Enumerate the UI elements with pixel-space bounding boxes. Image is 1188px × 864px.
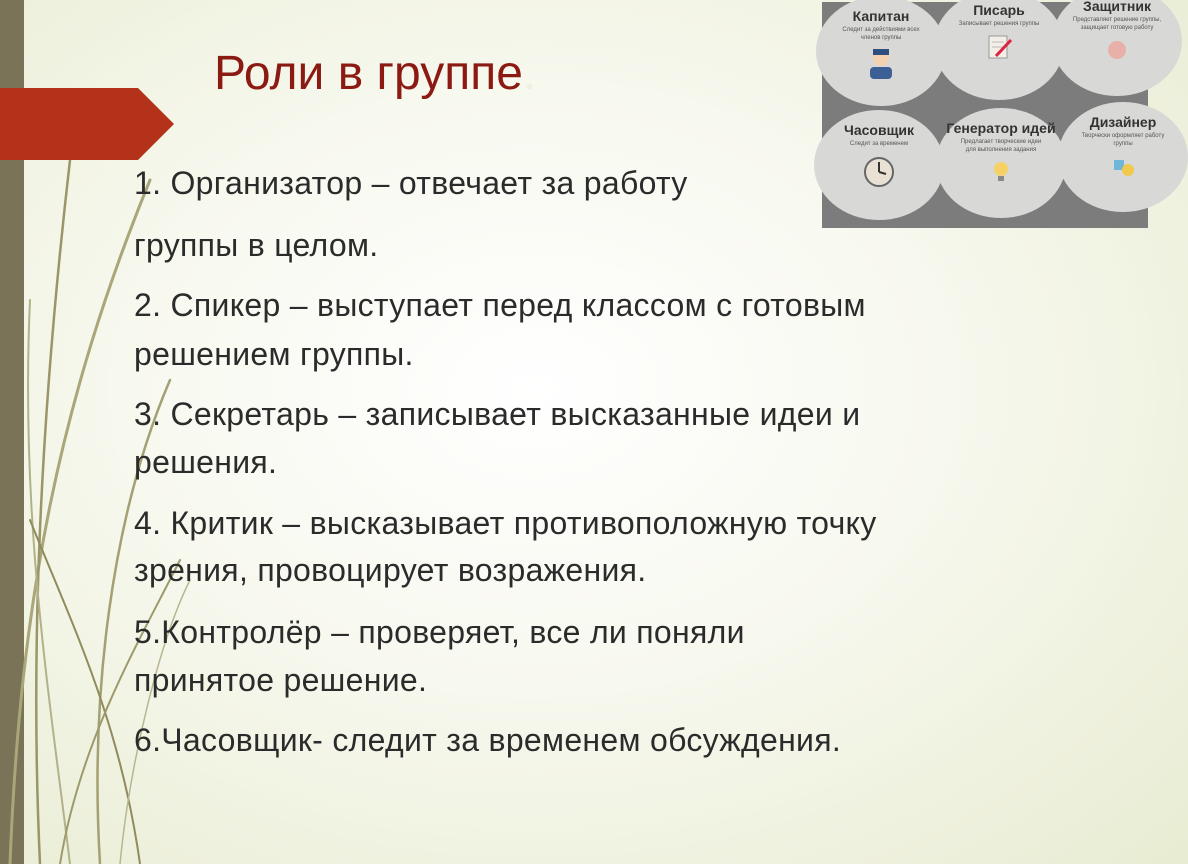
- badge-writer-title: Писарь: [973, 2, 1025, 18]
- captain-icon: [864, 46, 898, 80]
- slide-title: [214, 46, 536, 101]
- role-3-line-1: 3. Секретарь – записывает высказанные идеи и: [134, 396, 861, 432]
- badge-idea-generator-title: Генератор идей: [946, 120, 1056, 136]
- badge-captain-desc: Следит за действиями всех членов группы: [842, 27, 920, 41]
- design-icon: [1108, 152, 1138, 182]
- badge-designer-title: Дизайнер: [1089, 114, 1157, 130]
- badge-clock-desc: Следит за временем: [849, 141, 909, 147]
- slide-title-dot: .: [522, 47, 537, 100]
- defender-icon: [1103, 36, 1131, 64]
- badge-captain: [816, 0, 946, 106]
- slide-title-text: Роли в группе: [214, 47, 523, 100]
- badge-idea-generator-desc: Предлагает творческие идеи для выполнения задания: [960, 139, 1042, 153]
- writer-icon: [984, 32, 1014, 62]
- badge-designer-desc: Творчески оформляет работу группы: [1081, 133, 1165, 147]
- badge-clock-title: Часовщик: [844, 122, 914, 138]
- badge-designer: [1058, 102, 1188, 212]
- role-6-line-1: 6.Часовщик- следит за временем обсуждения.: [134, 722, 842, 758]
- badge-captain-title: Капитан: [852, 8, 910, 24]
- role-5-line-1: 5.Контролёр – проверяет, все ли поняли: [134, 614, 745, 650]
- badge-clock: [814, 110, 944, 220]
- role-4-line-2: зрения, провоцирует возражения.: [134, 552, 647, 588]
- role-3-line-2: решения.: [134, 444, 278, 480]
- title-arrow-shape: [0, 88, 174, 160]
- lightbulb-icon: [988, 158, 1014, 184]
- role-2-line-1: 2. Спикер – выступает перед классом с готовым: [134, 287, 866, 323]
- badge-defender-title: Защитник: [1083, 0, 1151, 14]
- badge-writer-desc: Записывает решения группы: [958, 21, 1040, 27]
- role-2-line-2: решением группы.: [134, 336, 414, 372]
- badge-defender-desc: Представляет решение группы, защищает готовую работу: [1072, 17, 1162, 31]
- role-1-line-2: группы в целом.: [134, 227, 379, 263]
- badge-defender: [1052, 0, 1182, 96]
- role-5-line-2: принятое решение.: [134, 662, 428, 698]
- badge-writer: [934, 0, 1064, 100]
- clock-icon: [859, 152, 899, 192]
- role-1-line-1: 1. Организатор – отвечает за работу: [134, 165, 688, 201]
- badge-idea-generator: [936, 108, 1066, 218]
- roles-badges-photo: [822, 0, 1165, 228]
- role-4-line-1: 4. Критик – высказывает противоположную точку: [134, 505, 877, 541]
